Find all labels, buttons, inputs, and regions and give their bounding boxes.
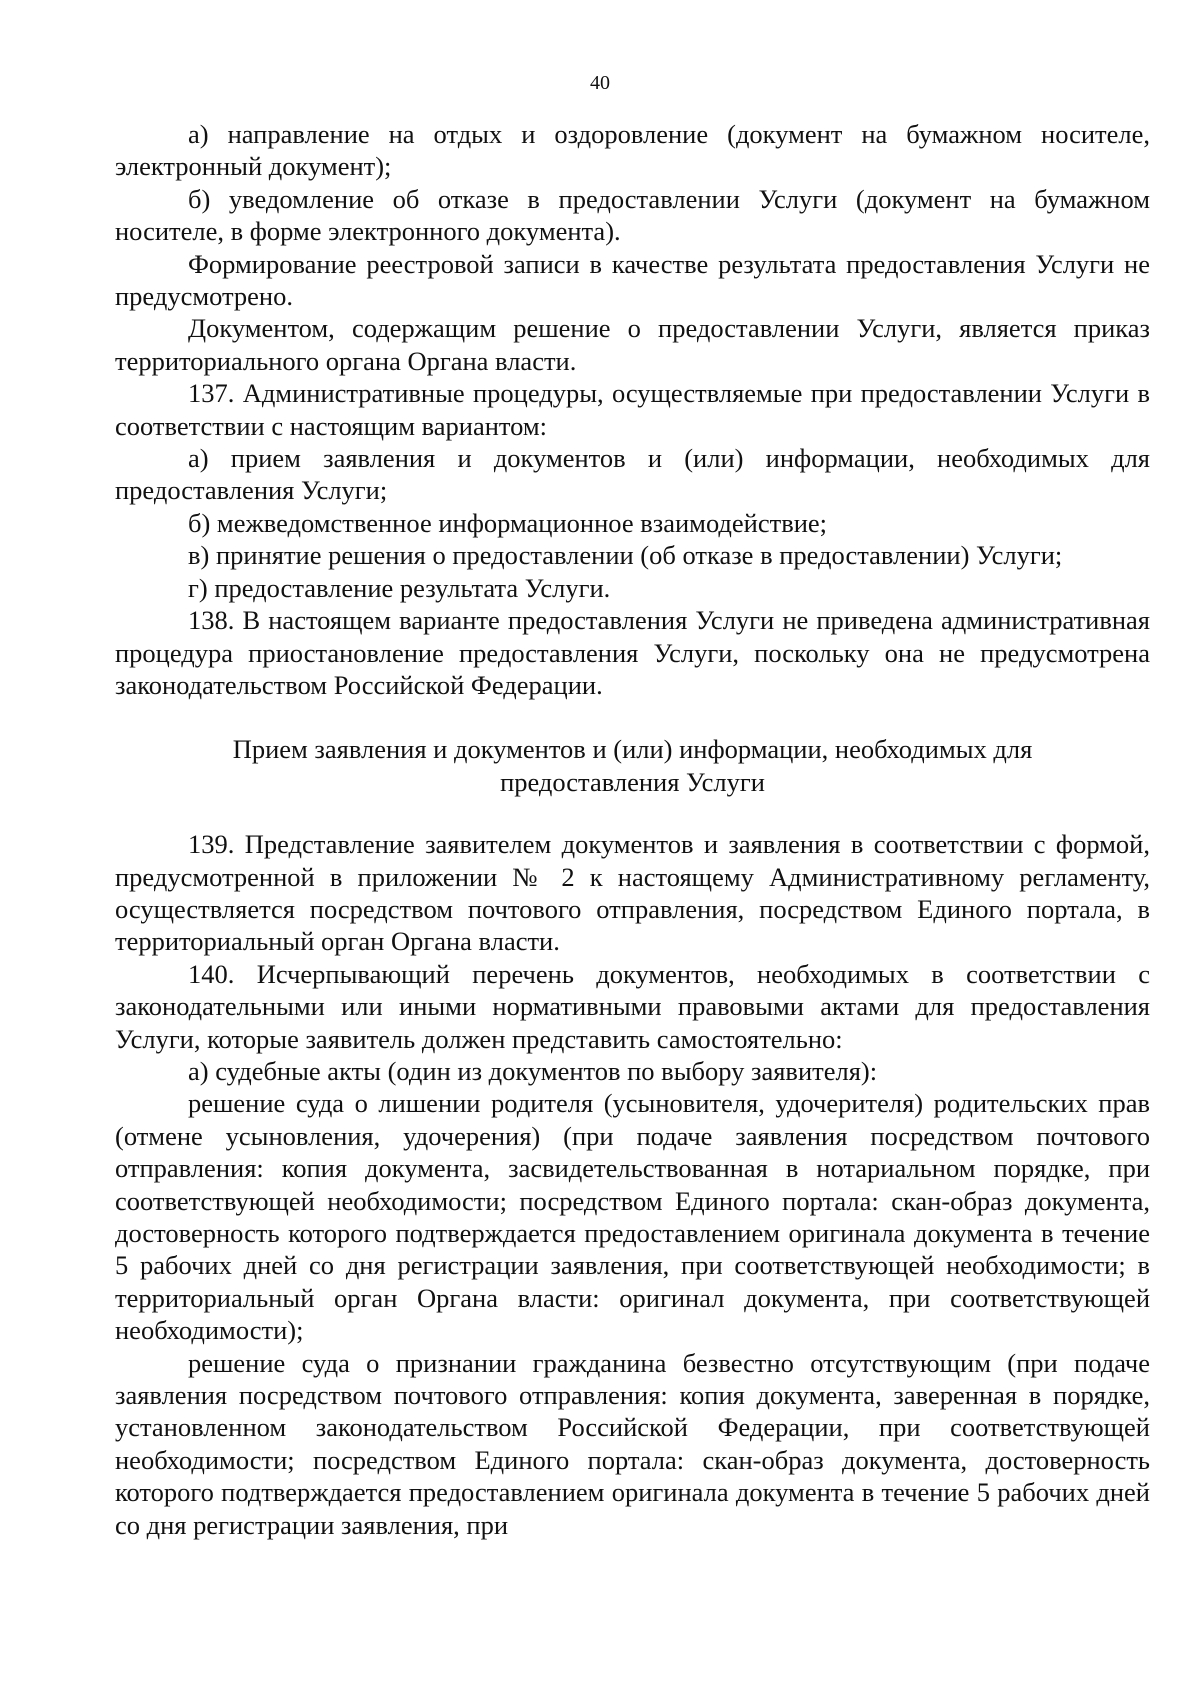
paragraph-140: 140. Исчерпывающий перечень документов, необходимых в соответствии с законодательными или иными нормативными правовыми актами для предоставления Услуги, которые заявитель должен представить самостоятельно: <box>115 958 1150 1054</box>
paragraph-decision-document: Документом, содержащим решение о предоставлении Услуги, является приказ территориального органа Органа власти. <box>115 313 1150 376</box>
page-number: 40 <box>590 72 610 94</box>
paragraph-registry-record: Формирование реестровой записи в качестве результата предоставления Услуги не предусмотрено. <box>115 248 1150 312</box>
paragraph-court-decision-missing: решение суда о признании гражданина безвестно отсутствующим (при подаче заявления посредством почтового отправления: копия документа, заверенная в порядке, установленном законодательством Российской Федерации, при соответствующей необходимости; посредством Единого портала: скан-образ документа, достоверность которого подтверждается предоставлением оригинала документа в течение 5 рабочих дней со дня регистрации заявления, при <box>115 1347 1150 1540</box>
paragraph-138: 138. В настоящем варианте предоставления Услуги не приведена административная процедура приостановление предоставления Услуги, поскольку она не предусмотрена законодательством Российской Федерации. <box>115 605 1150 700</box>
document-body <box>115 118 1150 1541</box>
paragraph-137: 137. Административные процедуры, осуществляемые при предоставлении Услуги в соответствии с настоящим вариантом: <box>115 378 1150 441</box>
paragraph-result-a: а) направление на отдых и оздоровление (документ на бумажном носителе, электронный документ); <box>115 119 1150 182</box>
section-heading: Прием заявления и документов и (или) информации, необходимых для предоставления Услуги <box>232 734 1033 797</box>
paragraph-court-decision-deprivation: решение суда о лишении родителя (усыновителя, удочерителя) родительских прав (отмене усыновления, удочерения) (при подаче заявления посредством почтового отправления: копия документа, засвидетельствованная в нотариальном порядке, при соответствующей необходимости; посредством Единого портала: скан-образ документа, достоверность которого подтверждается предоставлением оригинала документа в течение 5 рабочих дней со дня регистрации заявления, при соответствующей необходимости; в территориальный орган Органа власти: оригинал документа, при соответствующей необходимости); <box>115 1088 1150 1346</box>
paragraph-139: 139. Представление заявителем документов и заявления в соответствии с формой, предусмотренной в приложении № 2 к настоящему Административному регламенту, осуществляется посредством почтового отправления, посредством Единого портала, в территориальный орган Органа власти. <box>115 829 1150 957</box>
list-item-140-a: а) судебные акты (один из документов по выбору заявителя): <box>188 1055 878 1086</box>
list-item-137-c: в) принятие решения о предоставлении (об отказе в предоставлении) Услуги; <box>188 540 1063 571</box>
list-item-137-a: а) прием заявления и документов и (или) информации, необходимых для предоставления Услуги; <box>115 443 1150 506</box>
paragraph-result-b: б) уведомление об отказе в предоставлении Услуги (документ на бумажном носителе, в форме электронного документа). <box>115 183 1150 247</box>
list-item-137-b: б) межведомственное информационное взаимодействие; <box>188 507 828 538</box>
list-item-137-d: г) предоставление результата Услуги. <box>188 572 611 603</box>
